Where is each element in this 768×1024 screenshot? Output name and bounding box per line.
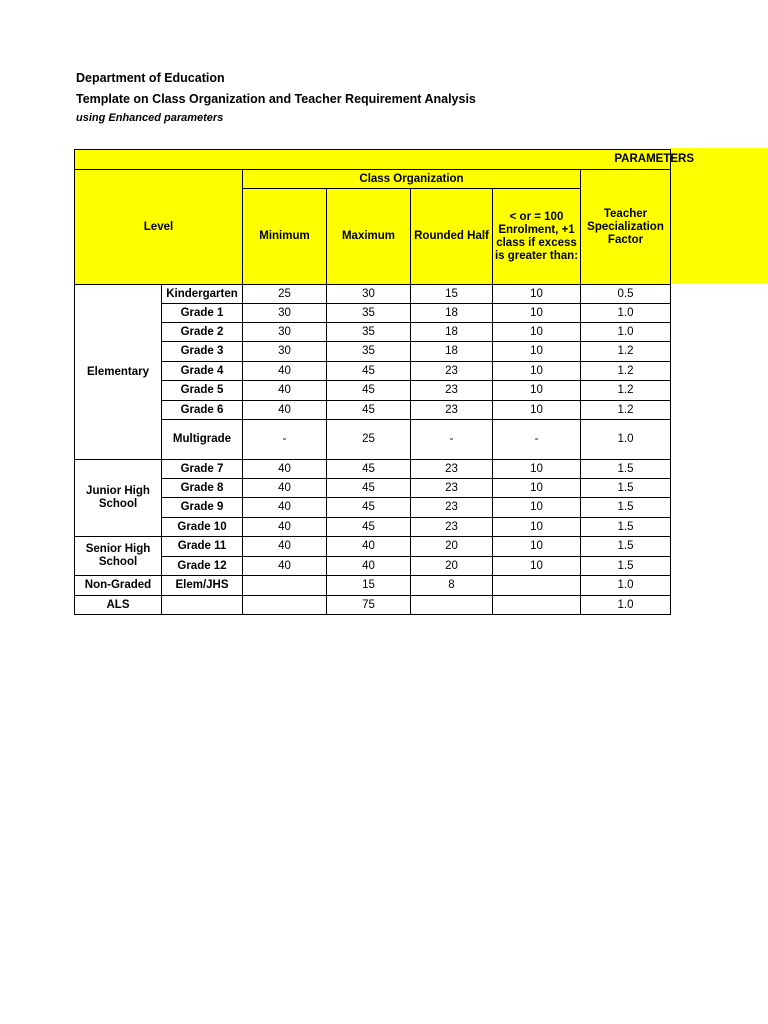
excess-cell: 10 bbox=[493, 557, 581, 576]
maximum-cell: 45 bbox=[327, 498, 411, 518]
tsf-cell: 1.0 bbox=[581, 576, 671, 596]
group-junior-high-school: Junior High School bbox=[75, 460, 162, 537]
maximum-cell: 25 bbox=[327, 420, 411, 460]
rounded-half-cell: 23 bbox=[411, 479, 493, 498]
excess-cell: 10 bbox=[493, 479, 581, 498]
maximum-cell: 30 bbox=[327, 285, 411, 304]
rounded-half-cell: 23 bbox=[411, 498, 493, 518]
maximum-cell: 45 bbox=[327, 401, 411, 420]
table-row bbox=[75, 401, 671, 420]
maximum-cell: 75 bbox=[327, 596, 411, 615]
teacher-specialization-header: Teacher Specialization Factor bbox=[581, 170, 671, 285]
level-header: Level bbox=[75, 170, 243, 285]
rounded-half-cell: 18 bbox=[411, 342, 493, 362]
excess-cell: 10 bbox=[493, 518, 581, 537]
rounded-half-cell bbox=[411, 596, 493, 615]
maximum-cell: 45 bbox=[327, 362, 411, 381]
table-row bbox=[75, 557, 671, 576]
tsf-cell: 1.0 bbox=[581, 304, 671, 323]
group-senior-high-school: Senior High School bbox=[75, 537, 162, 576]
rounded-half-cell: 23 bbox=[411, 460, 493, 479]
maximum-cell: 45 bbox=[327, 518, 411, 537]
excess-cell bbox=[493, 596, 581, 615]
table-row bbox=[75, 479, 671, 498]
excess-cell: 10 bbox=[493, 460, 581, 479]
grade-cell: Grade 11 bbox=[162, 537, 243, 557]
rounded-half-header: Rounded Half bbox=[411, 189, 493, 285]
tsf-cell: 1.2 bbox=[581, 401, 671, 420]
maximum-cell: 45 bbox=[327, 479, 411, 498]
table-row bbox=[75, 576, 671, 596]
excess-cell: 10 bbox=[493, 537, 581, 557]
grade-cell: Grade 3 bbox=[162, 342, 243, 362]
grade-cell: Grade 8 bbox=[162, 479, 243, 498]
rounded-half-cell: 8 bbox=[411, 576, 493, 596]
maximum-cell: 45 bbox=[327, 381, 411, 401]
table-row bbox=[75, 323, 671, 342]
minimum-cell bbox=[243, 576, 327, 596]
minimum-cell: 40 bbox=[243, 518, 327, 537]
excess-cell: 10 bbox=[493, 304, 581, 323]
parameters-label: PARAMETERS bbox=[614, 153, 694, 165]
grade-cell: Grade 7 bbox=[162, 460, 243, 479]
excess-cell: - bbox=[493, 420, 581, 460]
tsf-cell: 0.5 bbox=[581, 285, 671, 304]
tsf-cell: 1.5 bbox=[581, 518, 671, 537]
rounded-half-cell: - bbox=[411, 420, 493, 460]
rounded-half-cell: 23 bbox=[411, 381, 493, 401]
table-row bbox=[75, 518, 671, 537]
minimum-cell: 40 bbox=[243, 479, 327, 498]
rounded-half-cell: 18 bbox=[411, 323, 493, 342]
tsf-cell: 1.2 bbox=[581, 381, 671, 401]
table-row bbox=[75, 342, 671, 362]
rounded-half-cell: 15 bbox=[411, 285, 493, 304]
rounded-half-cell: 18 bbox=[411, 304, 493, 323]
minimum-cell: - bbox=[243, 420, 327, 460]
maximum-cell: 35 bbox=[327, 342, 411, 362]
maximum-header: Maximum bbox=[327, 189, 411, 285]
table-row bbox=[75, 285, 671, 304]
grade-cell: Grade 9 bbox=[162, 498, 243, 518]
maximum-cell: 40 bbox=[327, 537, 411, 557]
grade-cell: Elem/JHS bbox=[162, 576, 243, 596]
template-title: Template on Class Organization and Teacher Requirement Analysis bbox=[76, 92, 476, 106]
minimum-cell: 40 bbox=[243, 362, 327, 381]
table-row bbox=[75, 362, 671, 381]
minimum-cell: 30 bbox=[243, 304, 327, 323]
class-organization-table bbox=[74, 149, 694, 615]
table-row bbox=[75, 420, 671, 460]
tsf-cell: 1.5 bbox=[581, 498, 671, 518]
grade-cell: Multigrade bbox=[162, 420, 243, 460]
grade-cell bbox=[162, 596, 243, 615]
rounded-half-cell: 20 bbox=[411, 537, 493, 557]
table-row bbox=[75, 304, 671, 323]
tsf-cell: 1.5 bbox=[581, 537, 671, 557]
minimum-cell: 30 bbox=[243, 342, 327, 362]
minimum-cell: 25 bbox=[243, 285, 327, 304]
tsf-cell: 1.0 bbox=[581, 596, 671, 615]
excess-cell: 10 bbox=[493, 285, 581, 304]
maximum-cell: 35 bbox=[327, 323, 411, 342]
table-row bbox=[75, 596, 671, 615]
table-row bbox=[75, 381, 671, 401]
tsf-cell: 1.5 bbox=[581, 557, 671, 576]
tsf-cell: 1.0 bbox=[581, 420, 671, 460]
excess-cell: 10 bbox=[493, 498, 581, 518]
excess-cell: 10 bbox=[493, 323, 581, 342]
rounded-half-cell: 23 bbox=[411, 401, 493, 420]
tsf-cell: 1.2 bbox=[581, 342, 671, 362]
excess-cell: 10 bbox=[493, 381, 581, 401]
minimum-cell: 40 bbox=[243, 401, 327, 420]
grade-cell: Grade 5 bbox=[162, 381, 243, 401]
maximum-cell: 45 bbox=[327, 460, 411, 479]
grade-cell: Grade 4 bbox=[162, 362, 243, 381]
minimum-cell bbox=[243, 596, 327, 615]
excess-cell: 10 bbox=[493, 362, 581, 381]
tsf-cell: 1.2 bbox=[581, 362, 671, 381]
maximum-cell: 40 bbox=[327, 557, 411, 576]
grade-cell: Kindergarten bbox=[162, 285, 243, 304]
grade-cell: Grade 10 bbox=[162, 518, 243, 537]
class-organization-header: Class Organization bbox=[243, 170, 581, 189]
rounded-half-cell: 23 bbox=[411, 518, 493, 537]
maximum-cell: 15 bbox=[327, 576, 411, 596]
table-row bbox=[75, 498, 671, 518]
excess-cell: 10 bbox=[493, 342, 581, 362]
table-row bbox=[75, 460, 671, 479]
tsf-cell: 1.0 bbox=[581, 323, 671, 342]
rounded-half-cell: 20 bbox=[411, 557, 493, 576]
group-elementary: Elementary bbox=[75, 285, 162, 460]
excess-threshold-header: < or = 100 Enrolment, +1 class if excess is greater than: bbox=[493, 189, 581, 285]
group-non-graded: Non-Graded bbox=[75, 576, 162, 596]
parameters-header bbox=[75, 150, 694, 170]
excess-cell: 10 bbox=[493, 401, 581, 420]
grade-cell: Grade 6 bbox=[162, 401, 243, 420]
tsf-cell: 1.5 bbox=[581, 479, 671, 498]
tsf-cell: 1.5 bbox=[581, 460, 671, 479]
grade-cell: Grade 1 bbox=[162, 304, 243, 323]
minimum-cell: 40 bbox=[243, 460, 327, 479]
minimum-cell: 40 bbox=[243, 537, 327, 557]
minimum-cell: 40 bbox=[243, 557, 327, 576]
minimum-header: Minimum bbox=[243, 189, 327, 285]
header-highlight-extension bbox=[670, 148, 768, 284]
minimum-cell: 40 bbox=[243, 498, 327, 518]
table-row bbox=[75, 537, 671, 557]
grade-cell: Grade 2 bbox=[162, 323, 243, 342]
excess-cell bbox=[493, 576, 581, 596]
grade-cell: Grade 12 bbox=[162, 557, 243, 576]
maximum-cell: 35 bbox=[327, 304, 411, 323]
template-subtitle: using Enhanced parameters bbox=[76, 112, 224, 124]
department-title: Department of Education bbox=[76, 71, 225, 85]
group-als: ALS bbox=[75, 596, 162, 615]
minimum-cell: 40 bbox=[243, 381, 327, 401]
rounded-half-cell: 23 bbox=[411, 362, 493, 381]
minimum-cell: 30 bbox=[243, 323, 327, 342]
